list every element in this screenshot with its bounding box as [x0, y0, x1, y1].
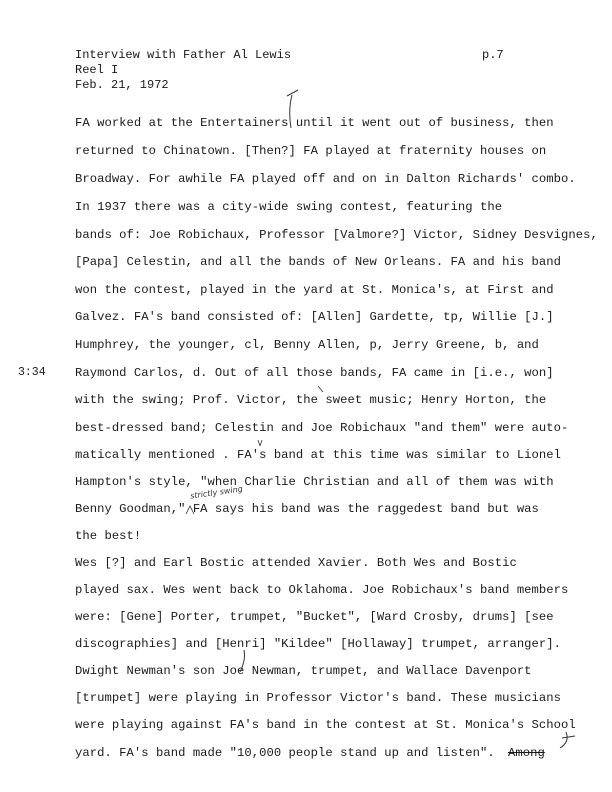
text-line: bands of: Joe Robichaux, Professor [Valmore?] Victor, Sidney Desvignes, — [75, 228, 598, 242]
text-line: FA worked at the Entertainers until it went out of business, then — [75, 116, 554, 130]
text-line: [Papa] Celestin, and all the bands of New Orleans. FA and his band — [75, 255, 562, 269]
page-number: p.7 — [482, 48, 504, 62]
text-line: played sax. Wes went back to Oklahoma. Joe Robichaux's band members — [75, 583, 569, 597]
text-line: won the contest, played in the yard at St. Monica's, at First and — [75, 283, 554, 297]
struck-word: Among — [508, 746, 545, 760]
text-line: were: [Gene] Porter, trumpet, "Bucket", [Ward Crosby, drums] [see — [75, 610, 554, 624]
text-line: matically mentioned . FA's band at this time was similar to Lionel — [75, 448, 562, 462]
text-line: best-dressed band; Celestin and Joe Robichaux "and them" were auto- — [75, 421, 569, 435]
text-line: Hampton's style, "when Charlie Christian and all of them was with — [75, 475, 554, 489]
interview-title: Interview with Father Al Lewis — [75, 48, 292, 62]
text-line: In 1937 there was a city-wide swing contest, featuring the — [75, 200, 503, 214]
text-line: Broadway. For awhile FA played off and on in Dalton Richards' combo. — [75, 172, 576, 186]
text-line: Galvez. FA's band consisted of: [Allen] Gardette, tp, Willie [J.] — [75, 310, 554, 324]
text-line: were playing against FA's band in the contest at St. Monica's School — [75, 718, 576, 732]
text-line: Raymond Carlos, d. Out of all those bands, FA came in [i.e., won] — [75, 366, 554, 380]
text-line: yard. FA's band made "10,000 people stand up and listen". — [75, 746, 495, 760]
interview-date: Feb. 21, 1972 — [75, 78, 169, 92]
text-line: discographies] and [Henri] "Kildee" [Hollaway] trumpet, arranger]. — [75, 637, 562, 651]
text-line: returned to Chinatown. [Then?] FA played at fraternity houses on — [75, 144, 547, 158]
text-line: with the swing; Prof. Victor, the sweet music; Henry Horton, the — [75, 393, 547, 407]
handwritten-insert: strictly swing — [189, 484, 244, 501]
text-line: the best! — [75, 529, 142, 543]
text-line: Benny Goodman," FA says his band was the raggedest band but was — [75, 502, 539, 516]
text-line: Wes [?] and Earl Bostic attended Xavier. Both Wes and Bostic — [75, 556, 517, 570]
reel-label: Reel I — [75, 63, 119, 77]
text-line: Dwight Newman's son Joe Newman, trumpet, and Wallace Davenport — [75, 664, 532, 678]
text-line: [trumpet] were playing in Professor Victor's band. These musicians — [75, 691, 562, 705]
tape-time-marker: 3:34 — [18, 366, 46, 379]
text-line: Humphrey, the younger, cl, Benny Allen, p, Jerry Greene, b, and — [75, 338, 539, 352]
